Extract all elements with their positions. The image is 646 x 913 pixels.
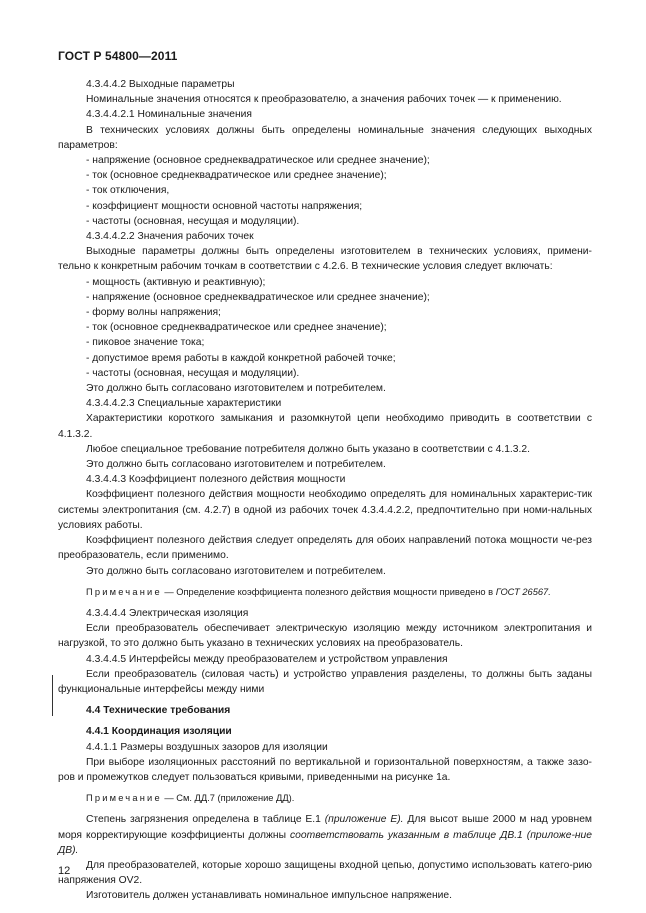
- paragraph: [58, 812, 592, 858]
- note-label: Примечание: [86, 586, 162, 597]
- paragraph: Это должно быть согласовано изготовителем и потребителем.: [86, 383, 386, 395]
- section-number: 4.4: [86, 705, 101, 717]
- paragraph: 4.3.4.4.2.1 Номинальные значения: [86, 109, 252, 121]
- paragraph: Выходные параметры должны быть определены изготовителем в технических условиях, примени-тельно к конкретным рабочим точкам в соответствии с 4.2.6. В технические условия следует включать:: [58, 246, 592, 273]
- note-text: — См. ДД.7 (приложение ДД).: [161, 793, 295, 804]
- list-item: - напряжение (основное среднеквадратическое или среднее значение);: [86, 291, 430, 303]
- subsection-heading: 4.4.1 Координация изоляции: [86, 726, 232, 738]
- reference-span: соответствовать указанным в таблице ДВ.1 (приложе-ние ДВ).: [58, 829, 592, 856]
- paragraph: Номинальные значения относятся к преобразователю, а значения рабочих точек — к применению.: [86, 94, 562, 106]
- paragraph: 4.3.4.4.2.2 Значения рабочих точек: [86, 231, 254, 243]
- paragraph: Любое специальное требование потребителя должно быть указано в соответствии с 4.1.3.2.: [86, 443, 530, 455]
- paragraph: 4.3.4.4.4 Электрическая изоляция: [86, 607, 249, 619]
- paragraph: 4.3.4.4.3 Коэффициент полезного действия мощности: [86, 474, 346, 486]
- list-item: - частоты (основная, несущая и модуляции).: [86, 367, 300, 379]
- note: [58, 585, 592, 600]
- section-title: Технические требования: [103, 705, 231, 717]
- paragraph: Коэффициент полезного действия следует определять для обоих направлений потока мощности че-рез преобразователь, если применимо.: [58, 535, 592, 562]
- paragraph: Изготовитель должен устанавливать номинальное импульсное напряжение.: [86, 890, 453, 902]
- list-item: - пиковое значение тока;: [86, 337, 205, 349]
- change-bar: [52, 675, 53, 716]
- paragraph: Для преобразователей, которые хорошо защищены входной цепью, допустимо использовать катего-рию напряжения OV2.: [58, 859, 592, 887]
- paragraph: Это должно быть согласовано изготовителем и потребителем.: [86, 565, 386, 577]
- paragraph: Если преобразователь обеспечивает электрическую изоляцию между источником электропитания и нагрузкой, то это должно быть указано в технических условиях на преобразователь.: [58, 623, 592, 650]
- list-item: - напряжение (основное среднеквадратическое или среднее значение);: [86, 155, 430, 167]
- paragraph: Коэффициент полезного действия мощности необходимо определять для номинальных характерис-тик системы электропитания (см. 4.2.7) в одной из рабочих точек 4.3.4.4.2.2, предпочтительно при номи-нальных условиях работы.: [58, 489, 592, 531]
- paragraph: 4.3.4.4.2 Выходные параметры: [86, 79, 235, 90]
- note-label: Примечание: [86, 793, 162, 804]
- paragraph: Если преобразователь (силовая часть) и устройство управления разделены, то должны быть заданы функциональные интерфейсы между ними: [58, 668, 592, 695]
- list-item: - коэффициент мощности основной частоты напряжения;: [86, 200, 363, 212]
- reference-span: (приложение Е).: [324, 814, 404, 826]
- list-item: - ток (основное среднеквадратическое или среднее значение);: [86, 322, 387, 334]
- paragraph: 4.3.4.4.5 Интерфейсы между преобразователем и устройством управления: [86, 653, 448, 665]
- list-item: - ток отключения,: [86, 185, 170, 197]
- document-body: [58, 77, 592, 904]
- text-span: Для высот выше 2000 м над уровнем моря корректирующие коэффициенты должны: [58, 814, 593, 841]
- list-item: - допустимое время работы в каждой конкретной рабочей точке;: [86, 352, 396, 364]
- section-heading: [58, 703, 592, 718]
- paragraph: 4.3.4.4.2.3 Специальные характеристики: [86, 398, 282, 410]
- text-span: Степень загрязнения определена в таблице Е.1: [86, 814, 325, 826]
- note: [58, 791, 592, 806]
- list-item: - форму волны напряжения;: [86, 307, 221, 319]
- paragraph: Это должно быть согласовано изготовителем и потребителем.: [86, 459, 386, 471]
- paragraph: В технических условиях должны быть определены номинальные значения следующих выходных параметров:: [58, 124, 592, 151]
- document-header: ГОСТ Р 54800—2011: [58, 49, 178, 63]
- page-number: 12: [58, 865, 71, 877]
- list-item: - ток (основное среднеквадратическое или среднее значение);: [86, 170, 387, 182]
- note-text: — Определение коэффициента полезного действия мощности приведено в: [161, 586, 496, 597]
- list-item: - мощность (активную и реактивную);: [86, 276, 266, 288]
- note-reference: ГОСТ 26567.: [495, 586, 551, 597]
- paragraph: При выборе изоляционных расстояний по вертикальной и горизонтальной поверхностям, а также зазо-ров и промежутков следует пользоваться кривыми, приведенными на рисунке 1а.: [58, 756, 592, 783]
- paragraph: Характеристики короткого замыкания и разомкнутой цепи необходимо приводить в соответствии с 4.1.3.2.: [58, 413, 592, 440]
- paragraph: 4.4.1.1 Размеры воздушных зазоров для изоляции: [86, 741, 328, 753]
- list-item: - частоты (основная, несущая и модуляции).: [86, 215, 300, 227]
